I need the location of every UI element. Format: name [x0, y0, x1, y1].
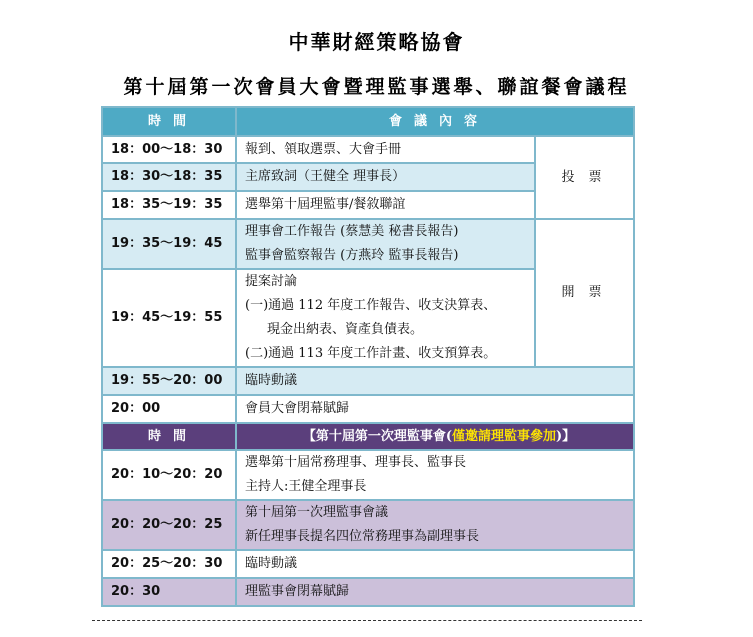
count-label: 開票: [535, 219, 634, 367]
row-content: [236, 219, 535, 269]
row-content: 報到、領取選票、大會手冊: [236, 136, 535, 163]
content-line: 提案討論: [245, 274, 298, 289]
content-line: 監事會監察報告 (方燕玲 監事長報告): [245, 248, 459, 263]
table-row: [102, 219, 634, 269]
content-line: (一)通過 112 年度工作報告、收支決算表、: [245, 298, 497, 313]
table-row: [102, 395, 634, 423]
table-row: [102, 578, 634, 606]
organization-name: 中華財經策略協會: [288, 30, 465, 54]
table-row: [102, 450, 634, 500]
content-line: 第十屆第一次理監事會議: [245, 505, 389, 520]
row-time: 20：25～20：30: [102, 550, 236, 578]
header-content: 會議內容: [236, 107, 634, 136]
board-title-prefix: 【第十屆第一次理監事會(: [302, 428, 452, 444]
row-time: 19：45～19：55: [102, 269, 236, 367]
content-line: 主持人:王健全理事長: [245, 479, 367, 494]
board-meeting-header-row: [102, 423, 634, 450]
content-line: 理事會工作報告 (蔡慧美 秘書長報告): [245, 224, 459, 239]
table-row: [102, 550, 634, 578]
vote-label: 投票: [535, 136, 634, 219]
row-time: 20：30: [102, 578, 236, 606]
content-line: 新任理事長提名四位常務理事為副理事長: [245, 529, 480, 544]
row-content: [236, 269, 535, 367]
row-content: 主席致詞（王健全 理事長）: [236, 163, 535, 191]
row-time: 20：00: [102, 395, 236, 423]
agenda-header-row: [102, 107, 634, 136]
table-row: [102, 136, 634, 163]
agenda-table: [101, 106, 635, 607]
row-time: 19：55～20：00: [102, 367, 236, 395]
row-time: 18：30～18：35: [102, 163, 236, 191]
row-content: 會員大會閉幕賦歸: [236, 395, 634, 423]
row-time: 20：20～20：25: [102, 500, 236, 550]
board-title-highlight: 僅邀請理監事參加: [452, 428, 557, 444]
row-content: 理監事會閉幕賦歸: [236, 578, 634, 606]
row-time: 18：35～19：35: [102, 191, 236, 219]
row-content: [236, 500, 634, 550]
row-content: 臨時動議: [236, 367, 634, 395]
header-time: 時間: [102, 107, 236, 136]
row-time: 20：10～20：20: [102, 450, 236, 500]
table-row: [102, 500, 634, 550]
content-line: 選舉第十屆常務理事、理事長、監事長: [245, 455, 467, 470]
row-time: 18：00～18：30: [102, 136, 236, 163]
row-content: [236, 450, 634, 500]
event-title: 第十屆第一次會員大會暨理監事選舉、聯誼餐會議程: [123, 76, 630, 98]
row-content: 選舉第十屆理監事/餐敘聯誼: [236, 191, 535, 219]
board-header-title: [236, 423, 634, 450]
board-header-time: 時間: [102, 423, 236, 450]
table-row: [102, 367, 634, 395]
dashed-divider: [92, 620, 642, 621]
content-line: (二)通過 113 年度工作計畫、收支預算表。: [245, 346, 497, 361]
board-title-suffix: )】: [556, 428, 576, 444]
content-line: 現金出納表、資產負債表。: [267, 322, 424, 337]
row-content: 臨時動議: [236, 550, 634, 578]
row-time: 19：35～19：45: [102, 219, 236, 269]
